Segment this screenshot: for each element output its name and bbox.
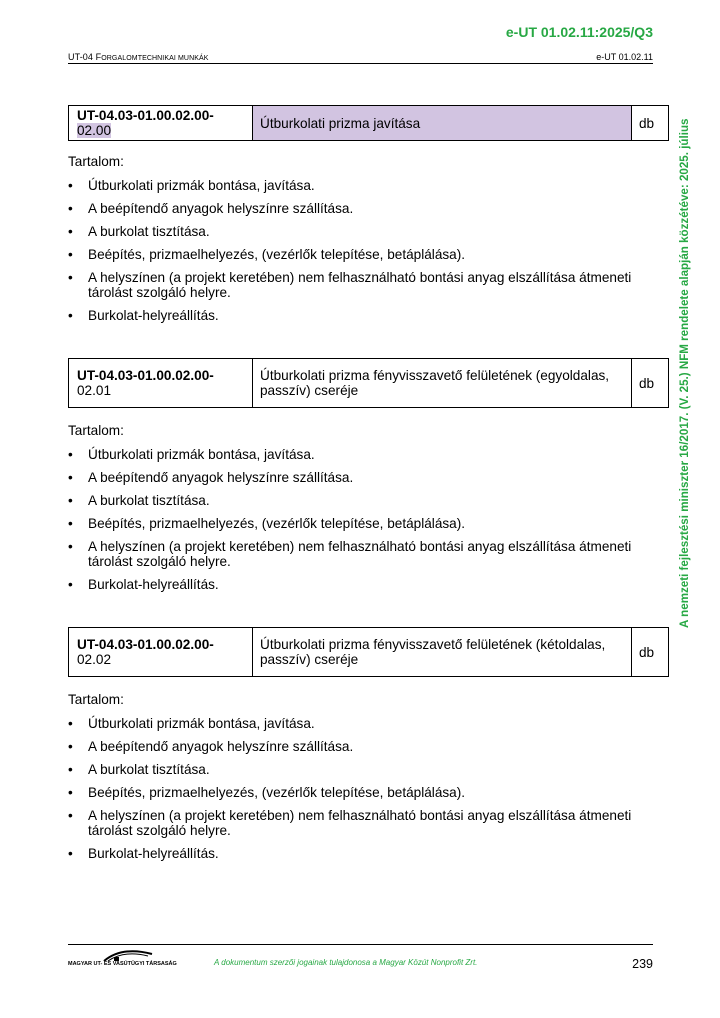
page-number: 239 [632,957,653,971]
list-item [68,846,638,861]
content-title: Tartalom: [68,423,124,438]
list-item-text: Burkolat-helyreállítás. [88,308,219,323]
list-item [68,201,638,216]
bullet-icon: • [68,178,73,193]
bullet-icon: • [68,516,73,531]
road-arc-logo-icon [102,948,154,962]
list-item [68,447,638,462]
item-description: Útburkolati prizma fényvisszavető felületének (egyoldalas, passzív) cseréje [253,359,632,408]
list-item-text: A beépítendő anyagok helyszínre szállítása. [88,739,354,754]
item-code [69,628,253,677]
list-item [68,577,638,592]
item-unit: db [632,628,669,677]
list-item [68,224,638,239]
list-item-text: A burkolat tisztítása. [88,493,210,508]
item-unit: db [632,359,669,408]
bullet-icon: • [68,247,73,262]
list-item [68,308,638,323]
item-code [69,106,253,141]
list-item [68,270,638,300]
list-item [68,247,638,262]
footer-divider [68,944,653,945]
bullet-icon: • [68,739,73,754]
logo-text: MAGYAR UT- ÉS VASÚTÜGYI TÁRSASÁG [68,961,177,967]
content-title: Tartalom: [68,692,124,707]
item-description: Útburkolati prizma fényvisszavető felületének (kétoldalas, passzív) cseréje [253,628,632,677]
item-row [69,628,669,677]
item-code-suffix: 02.00 [77,123,112,138]
content-list [68,178,638,323]
item-table [68,627,669,677]
content-section [68,423,638,600]
list-item-text: Útburkolati prizmák bontása, javítása. [88,447,315,462]
item-unit: db [632,106,669,141]
list-item [68,470,638,485]
society-logo [68,948,177,972]
item-code-suffix: 02.01 [77,383,112,398]
item-table [68,105,669,141]
list-item-text: A helyszínen (a projekt keretében) nem felhasználható bontási anyag elszállítása átmeneti tárolást szolgáló helyre. [88,270,632,300]
list-item [68,178,638,193]
bullet-icon: • [68,447,73,462]
bullet-icon: • [68,808,73,823]
list-item [68,762,638,777]
content-title: Tartalom: [68,154,124,169]
list-item [68,716,638,731]
item-description: Útburkolati prizma javítása [253,106,632,141]
bullet-icon: • [68,270,73,285]
bullet-icon: • [68,201,73,216]
list-item [68,785,638,800]
list-item-text: Útburkolati prizmák bontása, javítása. [88,716,315,731]
content-list [68,447,638,592]
list-item-text: A helyszínen (a projekt keretében) nem felhasználható bontási anyag elszállítása átmeneti tárolást szolgáló helyre. [88,808,632,838]
list-item-text: A beépítendő anyagok helyszínre szállítása. [88,201,354,216]
content-section [68,692,638,869]
list-item [68,516,638,531]
list-item-text: A burkolat tisztítása. [88,762,210,777]
document-code: e-UT 01.02.11:2025/Q3 [505,24,653,40]
item-code-base: UT-04.03-01.00.02.00- [77,637,214,652]
list-item-text: Beépítés, prizmaelhelyezés, (vezérlők telepítése, betáplálása). [88,247,466,262]
bullet-icon: • [68,539,73,554]
item-code-suffix: 02.02 [77,652,112,667]
item-row [69,359,669,408]
bullet-icon: • [68,470,73,485]
item-row [69,106,669,141]
list-item-text: A helyszínen (a projekt keretében) nem felhasználható bontási anyag elszállítása átmeneti tárolást szolgáló helyre. [88,539,632,569]
bullet-icon: • [68,577,73,592]
content-section [68,154,638,331]
item-code [69,359,253,408]
list-item-text: Útburkolati prizmák bontása, javítása. [88,178,315,193]
list-item [68,493,638,508]
bullet-icon: • [68,224,73,239]
side-publication-note: A nemzeti fejlesztési miniszter 16/2017. (V. 25.) NFM rendelete alapján közzétéve: 2025. július [678,118,691,628]
list-item-text: Burkolat-helyreállítás. [88,577,219,592]
list-item-text: Beépítés, prizmaelhelyezés, (vezérlők telepítése, betáplálása). [88,516,466,531]
running-header-left-prefix: UT-04 F [68,52,102,62]
bullet-icon: • [68,785,73,800]
copyright-note: A dokumentum szerzői jogainak tulajdonosa a Magyar Közút Nonprofit Zrt. [214,958,478,967]
header-divider [68,63,653,64]
bullet-icon: • [68,846,73,861]
running-header-left [68,52,209,62]
running-header-right: e-UT 01.02.11 [596,52,653,62]
list-item [68,739,638,754]
list-item-text: A beépítendő anyagok helyszínre szállítása. [88,470,354,485]
bullet-icon: • [68,716,73,731]
bullet-icon: • [68,762,73,777]
item-code-base: UT-04.03-01.00.02.00- [77,108,214,123]
item-table [68,358,669,408]
list-item [68,539,638,569]
list-item [68,808,638,838]
list-item-text: Burkolat-helyreállítás. [88,846,219,861]
bullet-icon: • [68,493,73,508]
content-list [68,716,638,861]
item-code-base: UT-04.03-01.00.02.00- [77,368,214,383]
list-item-text: Beépítés, prizmaelhelyezés, (vezérlők telepítése, betáplálása). [88,785,466,800]
bullet-icon: • [68,308,73,323]
running-header-left-rest: ORGALOMTECHNIKAI MUNKÁK [101,55,209,62]
list-item-text: A burkolat tisztítása. [88,224,210,239]
